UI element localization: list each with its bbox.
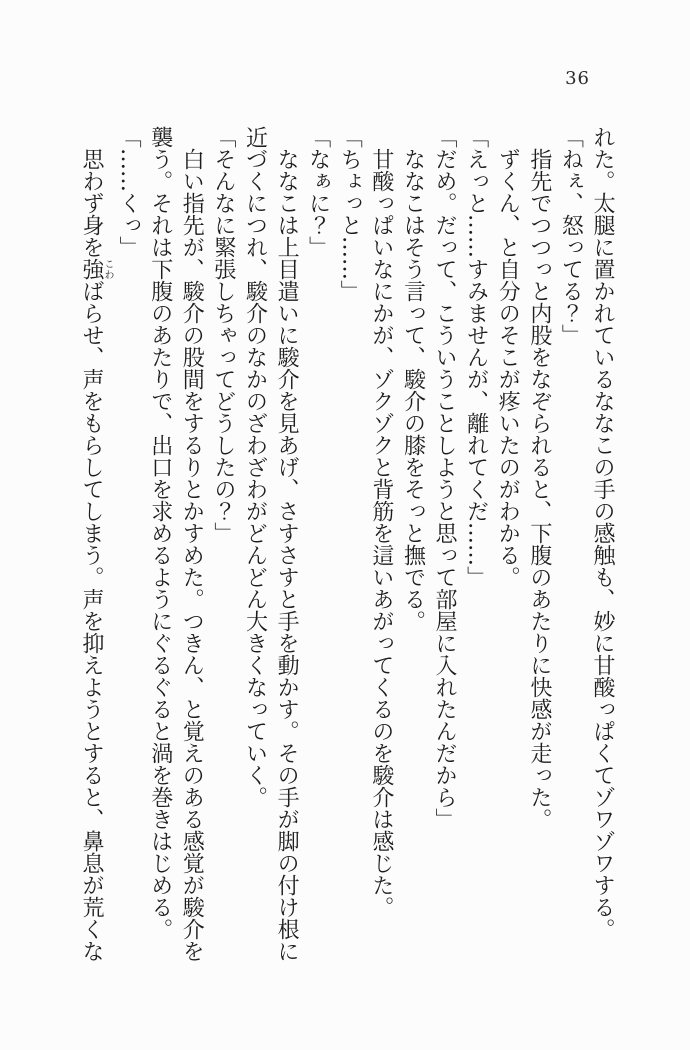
paragraph: 指先でつつっと内股をなぞられると、下腹のあたりに快感が走った。 (526, 148, 552, 830)
paragraph: 「そんなに緊張しちゃってどうしたの？」 (210, 126, 236, 544)
paragraph: 「えっと……すみませんが、離れてくだ……」 (463, 126, 489, 588)
paragraph: 「だめ。だって、こういうことしようと思って部屋に入れたんだから」 (432, 126, 458, 830)
page-text (73, 126, 618, 964)
paragraph: 「なぁに？」 (305, 126, 331, 258)
paragraph: 「ねぇ、怒ってる？」 (558, 126, 584, 346)
paragraph: ななこはそう言って、駿介の膝をそっと撫でる。 (400, 148, 426, 632)
paragraph: ずくん、と自分のそこが疼いたのがわかる。 (495, 148, 521, 588)
paragraph: 思わず身を強こわばらせ、声をもらしてしまう。声を抑えようとすると、鼻息が荒くな (79, 148, 113, 962)
page-number: 36 (565, 68, 590, 89)
paragraph: 「……くっ」 (116, 126, 142, 258)
paragraph: 「ちょっと……」 (337, 126, 363, 302)
paragraph: 甘酸っぱいなにかが、ゾクゾクと背筋を這いあがってくるのを駿介は感じた。 (368, 148, 394, 918)
paragraph: れた。太腿に置かれているななこの手の感触も、妙に甘酸っぱくてゾワゾワする。 (590, 126, 615, 940)
ruby-annotation: 強こわ (79, 258, 113, 280)
paragraph: ななこは上目遣いに駿介を見あげ、さすさすと手を動かす。その手が脚の付け根に近づくにつれ、駿介のなかのざわざわがどんどん大きくなっていく。 (242, 126, 300, 962)
paragraph: 白い指先が、駿介の股間をするりとかすめた。つきん、と覚えのある感覚が駿介を襲う。それは下腹のあたりで、出口を求めるようにぐるぐると渦を巻きはじめる。 (147, 126, 205, 962)
